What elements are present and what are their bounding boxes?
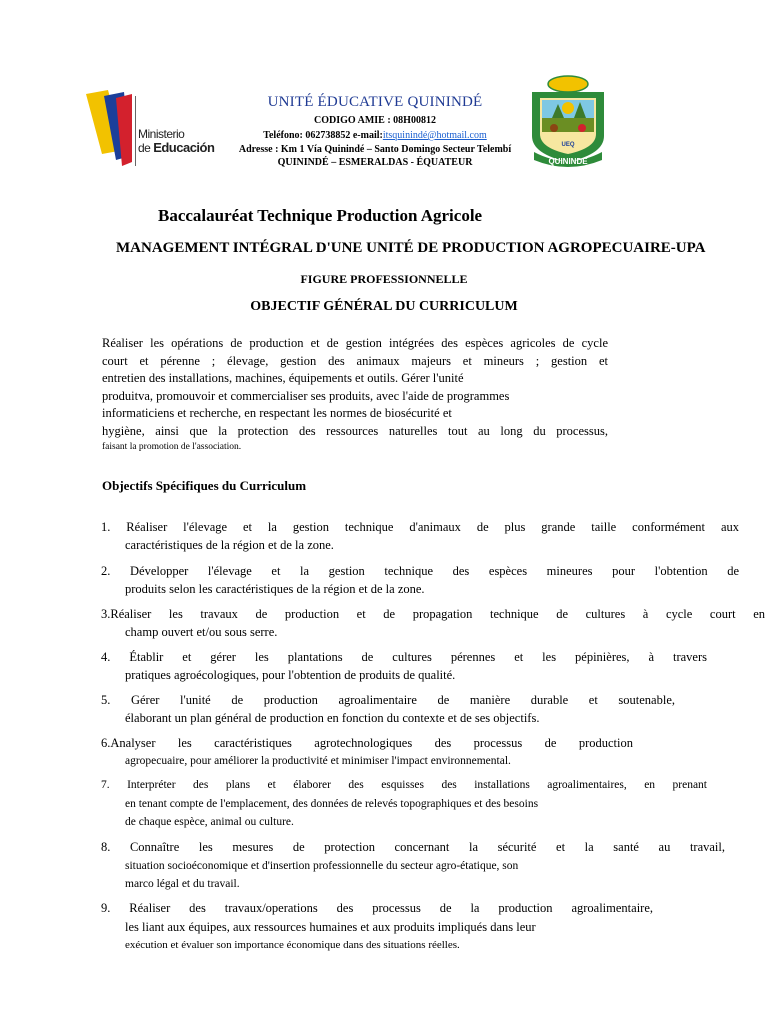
school-crest [518, 74, 618, 170]
list-item [101, 838, 725, 894]
contact-line [210, 128, 540, 143]
list-item-continuation: exécution et évaluer son importance économique dans des situations réelles. [125, 939, 460, 951]
list-item-continuation: pratiques agroécologiques, pour l'obtention de produits de qualité. [125, 667, 456, 682]
phone-label: Teléfono: 062738852 e-mail: [263, 130, 383, 141]
amie-code: CODIGO AMIE : 08H00812 [314, 115, 436, 126]
city-line: QUININDÉ – ESMERALDAS - ÉQUATEUR [277, 157, 473, 168]
list-item-continuation: marco légal et du travail. [125, 878, 240, 890]
paragraph-line: entretien des installations, machines, équipements et outils. Gérer l'unité [102, 371, 464, 385]
list-item-first-line: 9. Réaliser des travaux/operations des processus de la production agroalimentaire, [101, 901, 653, 915]
list-item [101, 563, 739, 598]
ministry-wordmark [138, 128, 214, 155]
school-name: UNITÉ ÉDUCATIVE QUININDÉ [267, 94, 483, 110]
management-title: MANAGEMENT INTÉGRAL D'UNE UNITÉ DE PRODUCTION AGROPECUAIRE-UPA [116, 240, 706, 256]
list-item-continuation: élaborant un plan général de production en fonction du contexte et de ses objectifs. [125, 710, 540, 725]
list-item-first-line: 4. Établir et gérer les plantations de cultures pérennes et les pépinières, à travers [101, 650, 707, 664]
list-item-first-line: 2. Développer l'élevage et la gestion technique des espèces mineures pour l'obtention de [101, 564, 739, 578]
list-item-continuation: champ ouvert et/ou sous serre. [125, 624, 278, 639]
list-item-first-line: 8. Connaître les mesures de protection concernant la sécurité et la santé au travail, [101, 840, 725, 854]
ministry-line2-prefix: de [138, 141, 154, 155]
general-objective-paragraph [102, 335, 608, 454]
list-item [101, 606, 765, 641]
list-item-continuation: situation socioéconomique et d'insertion professionnelle du secteur agro-étatique, son [125, 859, 519, 872]
paragraph-line: court et pérenne ; élevage, gestion des animaux majeurs et mineurs ; gestion et [102, 353, 608, 368]
figure-professionnelle-heading: FIGURE PROFESSIONNELLE [300, 272, 468, 286]
list-item-first-line: 3.Réaliser les travaux de production et de propagation technique de cultures à cycle court en [101, 607, 765, 621]
list-item [101, 899, 653, 955]
list-item-first-line: 5. Gérer l'unité de production agroalimentaire de manière durable et soutenable, [101, 693, 675, 707]
ministry-line1: Ministerio [138, 127, 185, 141]
paragraph-line: Réaliser les opérations de production et de gestion intégrées des espèces agricoles de cycle [102, 336, 608, 350]
list-item-first-line: 6.Analyser les caractéristiques agrotechnologiques des processus de production [101, 736, 633, 750]
list-item [101, 519, 739, 554]
paragraph-line: informaticiens et recherche, en respectant les normes de biosécurité et [102, 406, 452, 420]
list-item-continuation: caractéristiques de la région et de la zone. [125, 537, 334, 552]
list-item [101, 776, 707, 832]
paragraph-line: produitva, promouvoir et commercialiser ses produits, avec l'aide de programmes [102, 388, 510, 403]
crest-letters: UEQ [561, 142, 575, 148]
paragraph-line: faisant la promotion de l'association. [102, 442, 242, 452]
objectif-general-heading: OBJECTIF GÉNÉRAL DU CURRICULUM [250, 299, 518, 314]
list-item-first-line: 1. Réaliser l'élevage et la gestion technique d'animaux de plus grande taille conformément aux [101, 520, 739, 534]
specific-objectives-heading: Objectifs Spécifiques du Curriculum [102, 478, 307, 493]
list-item-continuation: en tenant compte de l'emplacement, des données de relevés topographiques et des besoins [125, 797, 539, 810]
list-item-first-line: 7. Interpréter des plans et élaborer des esquisses des installations agroalimentaires, en prenant [101, 779, 707, 791]
baccalaureat-title: Baccalauréat Technique Production Agricole [158, 206, 483, 225]
list-item [101, 692, 675, 727]
list-item-continuation: de chaque espèce, animal ou culture. [125, 816, 294, 828]
ministry-line2-bold: Educación [153, 140, 215, 155]
crest-banner-text: QUININDE [548, 157, 588, 166]
list-item [101, 735, 633, 770]
paragraph-line: hygiène, ainsi que la protection des ressources naturelles tout au long du processus, [102, 423, 608, 438]
list-item-continuation: produits selon les caractéristiques de la région et de la zone. [125, 581, 425, 596]
list-item-continuation: agropecuaire, pour améliorer la productivité et minimiser l'impact environnemental. [125, 754, 511, 767]
list-item [101, 649, 707, 684]
address-line: Adresse : Km 1 Vía Quinindé – Santo Domingo Secteur Telembí [238, 144, 512, 155]
email-link[interactable]: itsquinindé@hotmail.com [382, 130, 487, 141]
list-item-continuation: les liant aux équipes, aux ressources humaines et aux produits impliqués dans leur [125, 919, 536, 934]
